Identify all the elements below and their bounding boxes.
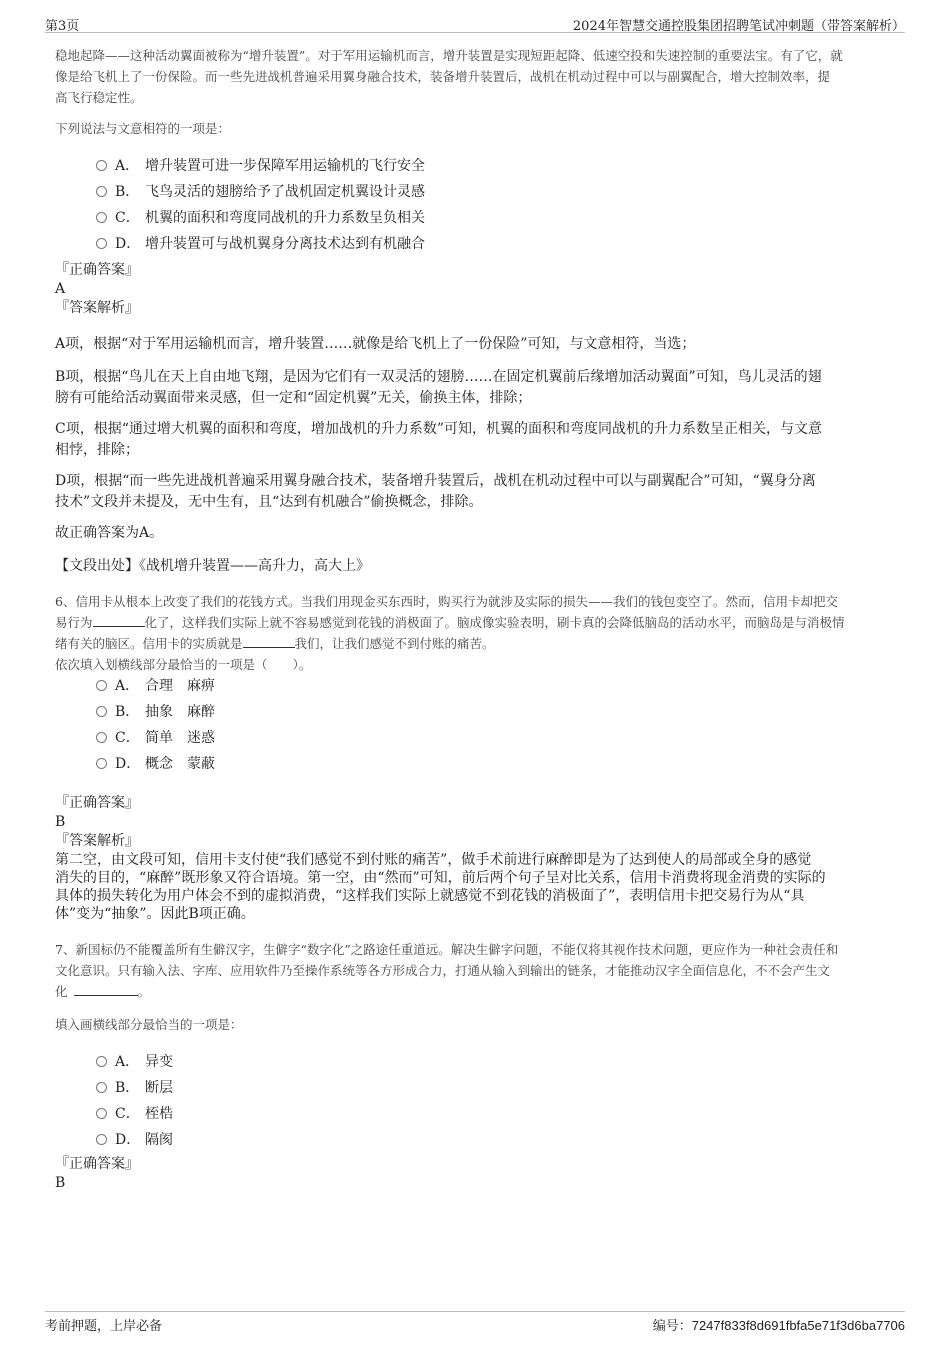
q5-prompt: 下列说法与文意相符的一项是： xyxy=(55,121,231,136)
q5-option-d[interactable]: D． 增升装置可与战机翼身分离技术达到有机融合 xyxy=(96,233,425,253)
radio-icon[interactable] xyxy=(96,732,107,743)
analysis-label: 『答案解析』 xyxy=(55,833,139,849)
blank-line xyxy=(74,981,138,996)
q5-analysis-a: A项，根据“对于军用运输机而言，增升装置……就像是给飞机上了一份保险”可知，与文意相符，当选； xyxy=(55,336,696,352)
page-number: 第3页 xyxy=(45,19,80,34)
passage-line: 高飞行稳定性。 xyxy=(55,90,143,105)
q7-option-a[interactable]: A． 异变 xyxy=(96,1051,173,1071)
radio-icon[interactable] xyxy=(96,1108,107,1119)
q7-answer-block xyxy=(55,1155,895,1193)
q5-answer-block xyxy=(55,261,895,318)
blank-line xyxy=(93,612,145,627)
document-title: 2024年智慧交通控股集团招聘笔试冲刺题（带答案解析） xyxy=(572,19,905,34)
answer-value: B xyxy=(55,814,66,830)
answer-label: 『正确答案』 xyxy=(55,795,139,811)
q6-option-c[interactable]: C． 简单 迷惑 xyxy=(96,727,215,747)
passage-line: 稳地起降——这种活动翼面被称为“增升装置”。对于军用运输机而言，增升装置是实现短距起降、低速空投和失速控制的重要法宝。有了它，就 xyxy=(55,48,843,63)
q6-answer-block xyxy=(55,794,895,851)
radio-icon[interactable] xyxy=(96,212,107,223)
radio-icon[interactable] xyxy=(96,758,107,769)
q7-prompt: 填入画横线部分最恰当的一项是： xyxy=(55,1017,243,1032)
q5-passage xyxy=(55,45,895,108)
radio-icon[interactable] xyxy=(96,160,107,171)
radio-icon[interactable] xyxy=(96,1056,107,1067)
q6-option-d[interactable]: D． 概念 蒙蔽 xyxy=(96,753,215,773)
q6-passage: 6、信用卡从根本上改变了我们的花钱方式。当我们用现金买东西时，购买行为就涉及实际的损失——我们的钱包变空了。然而，信用卡却把交 易行为 化了，这样我们实际上就不容易感觉到花钱的消极面了。脑成像实验表明，刷卡真的会降低脑岛的活动水平，而脑岛是与消极情 绪有关的脑区。信用卡的实质就是 我们，让我们感觉不到付账的痛苦。 依次填入划横线部分最恰当的一项是（ ）。 xyxy=(55,594,845,672)
q7-option-b[interactable]: B． 断层 xyxy=(96,1077,173,1097)
answer-value: B xyxy=(55,1175,66,1191)
radio-icon[interactable] xyxy=(96,706,107,717)
radio-icon[interactable] xyxy=(96,1134,107,1145)
radio-icon[interactable] xyxy=(96,1082,107,1093)
document-code: 编号：7247f833f8d691fbfa5e71f3d6ba7706 xyxy=(652,1318,905,1333)
q5-option-a[interactable]: A． 增升装置可进一步保障军用运输机的飞行安全 xyxy=(96,155,425,175)
page-footer xyxy=(45,1311,905,1336)
analysis-label: 『答案解析』 xyxy=(55,300,139,316)
answer-label: 『正确答案』 xyxy=(55,262,139,278)
q5-conclusion: 故正确答案为A。 xyxy=(55,525,164,541)
q5-option-b[interactable]: B． 飞鸟灵活的翅膀给予了战机固定机翼设计灵感 xyxy=(96,181,425,201)
passage-line: 像是给飞机上了一份保险。而一些先进战机普遍采用翼身融合技术，装备增升装置后，战机在机动过程中可以与副翼配合，增大控制效率，提 xyxy=(55,69,831,84)
radio-icon[interactable] xyxy=(96,238,107,249)
q5-analysis-c: C项，根据“通过增大机翼的面积和弯度，增加战机的升力系数”可知，机翼的面积和弯度同战机的升力系数呈正相关，与文意 相悖，排除； xyxy=(55,421,823,458)
q5-option-c[interactable]: C． 机翼的面积和弯度同战机的升力系数呈负相关 xyxy=(96,207,425,227)
q7-option-d[interactable]: D． 隔阂 xyxy=(96,1129,173,1149)
q6-analysis: 第二空，由文段可知，信用卡支付使“我们感觉不到付账的痛苦”，做手术前进行麻醉即是为了达到使人的局部或全身的感觉 消失的目的，“麻醉”既形象又符合语境。第一空，由“然而”可知，前后两个句子呈对比关系，信用卡消费将现金消费的实际的 具体的损失转化为用户体会不到的虚拟消费，“这样我们实际上就感觉不到花钱的消极面了”，表明信用卡把交易行为从“具 体”变为“抽象”。因此B项正确。 xyxy=(55,852,826,922)
q6-option-b[interactable]: B． 抽象 麻醉 xyxy=(96,701,215,721)
q5-analysis-b: B项，根据“鸟儿在天上自由地飞翔，是因为它们有一双灵活的翅膀……在固定机翼前后缘增加活动翼面”可知，鸟儿灵活的翅 膀有可能给活动翼面带来灵感，但一定和“固定机翼”无关，偷换主体，排除； xyxy=(55,369,822,406)
answer-label: 『正确答案』 xyxy=(55,1156,139,1172)
page-header xyxy=(45,12,905,33)
radio-icon[interactable] xyxy=(96,680,107,691)
answer-value: A xyxy=(55,281,66,297)
blank-line xyxy=(243,633,295,648)
q6-option-a[interactable]: A． 合理 麻痹 xyxy=(96,675,215,695)
q7-passage: 7、新国标仍不能覆盖所有生僻汉字，生僻字“数字化”之路途任重道远。解决生僻字问题，不能仅将其视作技术问题，更应作为一种社会责任和 文化意识。只有输入法、字库、应用软件乃至操作系统等各方形成合力，打通从输入到输出的链条，才能推动汉字全面信息化，不不会产生文 化 。 xyxy=(55,942,839,999)
radio-icon[interactable] xyxy=(96,186,107,197)
q5-source: 【文段出处】《战机增升装置——高升力，高大上》 xyxy=(55,558,370,574)
q5-analysis-d: D项，根据“而一些先进战机普遍采用翼身融合技术，装备增升装置后，战机在机动过程中可以与副翼配合”可知，“翼身分离 技术”文段并未提及，无中生有，且“达到有机融合”偷换概念，排除。 xyxy=(55,473,816,510)
q7-option-c[interactable]: C． 桎梏 xyxy=(96,1103,173,1123)
footer-slogan: 考前押题，上岸必备 xyxy=(45,1319,163,1334)
